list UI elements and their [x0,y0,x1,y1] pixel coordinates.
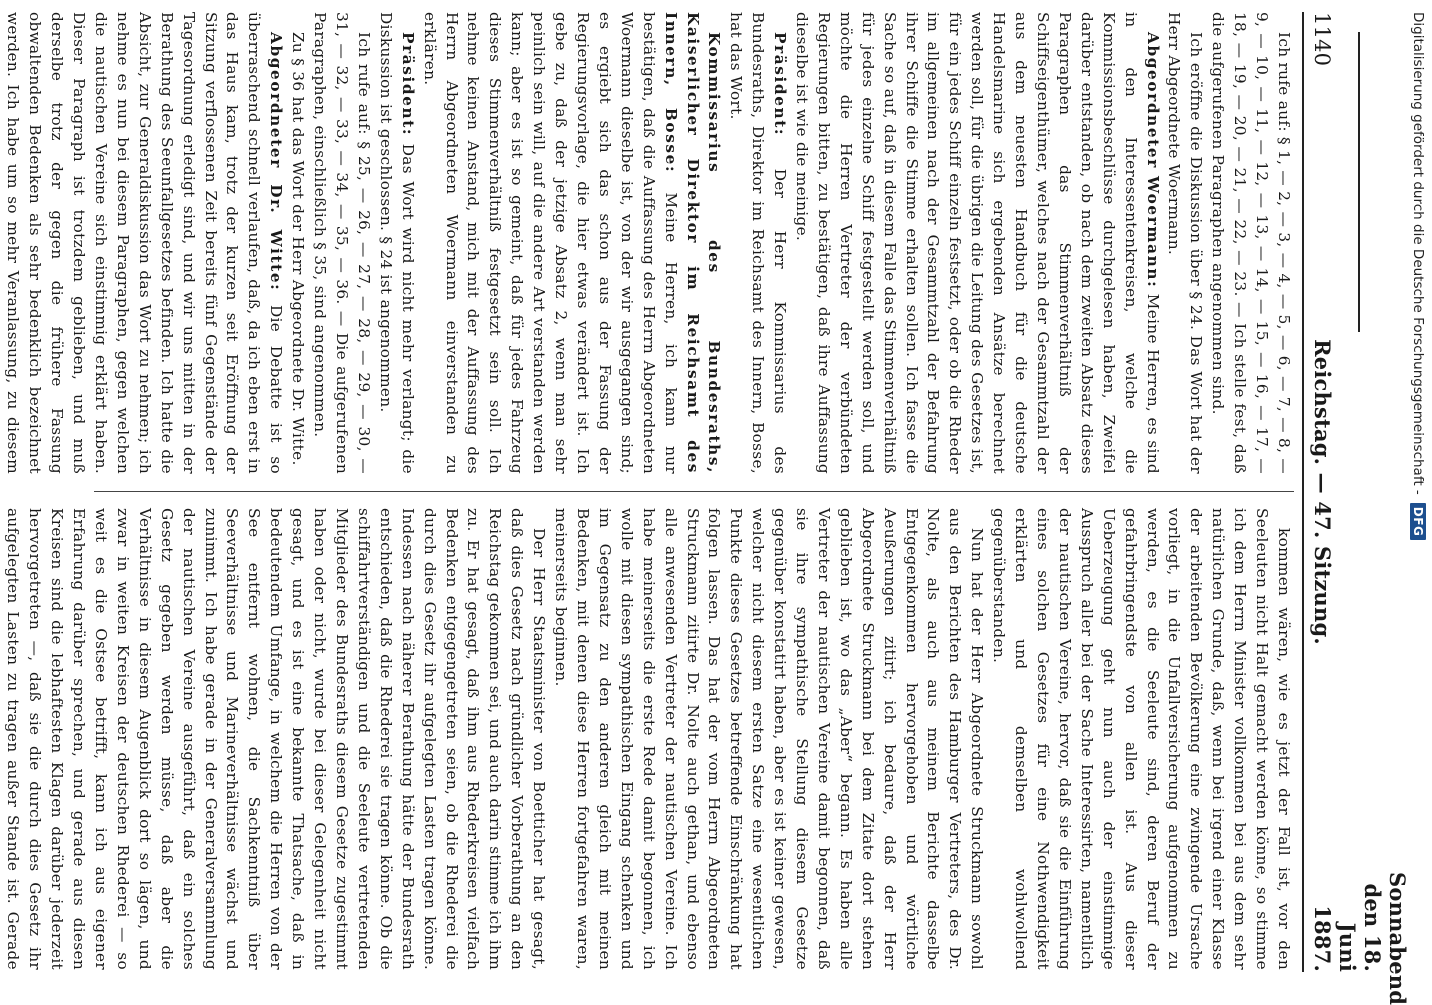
paragraph-text: Die Debatte ist so überraschend schnell verlaufen, daß, da ich eben erst in das Haus kam, trotz der kurzen seit Eröffnung der Sitzung verflossenen Zeit bereits fünf Gegenstände der Tagesordnung erledigt sind, und wir uns mitten in der Berathung des Seeunfallgesetzes befinden. Ich hatte die Absicht, zur Generaldiskussion das Wort zu nehmen; ich nehme es nun bei diesem Paragraphen, gegen welchen die nautischen Vereine sich einstimmig erklärt haben. Dieser Paragraph ist trotzdem geblieben, und muß derselbe trotz der gegen die frühere Fassung obwaltenden Bedenken als sehr bedenklich bezeichnet werden. Ich habe um so mehr Veranlassung, zu diesem [4,12,286,475]
right-column [4,508,1294,970]
paragraph-text: Ich eröffne die Diskussion über § 24. Das Wort hat der Herr Abgeordnete Woermann. [1165,12,1206,474]
left-column [4,12,1294,475]
paragraph-text: Ich rufe auf: § 1, — 2, — 3, — 4, — 5, — 6, — 7, — 8, — 9, — 10, — 11, — 12, — 13, — 14, — 15, — 16, — 17, — 18, — 19, — 20, — 21, — 22, — 23. — Ich stelle fest, daß die aufgerufenen Paragraphen angenommen sind. [1209,12,1293,474]
paragraph [549,508,987,970]
page-header [1310,12,1410,1005]
speaker-name: Abgeordneter Woermann: [1143,32,1162,289]
session-date: Sonnabend den 18. Juni 1887. [1310,872,1410,1005]
page-number: 1140 [1310,12,1334,67]
paragraph [1163,12,1207,474]
dfg-credit-text: Digitalisierung gefördert durch die Deutsche Forschungsgemeinschaft - [1410,12,1426,495]
paragraph-text: Zu § 36 hat das Wort der Herr Abgeordnete Dr. Witte. [289,32,308,466]
speaker-name: Abgeordneter Dr. Witte: [267,32,286,292]
paragraph-text: Der Herr Kommissarius des Bundesraths, Direktor im Reichsamt des Innern, Bosse, hat das Wort. [727,12,790,474]
dfg-logo: DFG [1410,503,1426,541]
paragraph-text: Meine Herren, ich kann nur bestätigen, daß die Auffassung des Herrn Abgeordneten Woermann dieselbe ist, von der wir ausgegangen sind; es ergiebt sich das schon aus der Fassung der Regierungsvorlage, die hier etwas verändert ist. Ich gebe zu, daß der jetzige Absatz 2, wenn man sehr peinlich sein will, auf die andere Art verstanden werden kann; aber es ist so gemeint, daß für jedes Fahrzeug dieses Stimmenverhältniß festgesetzt sein soll. Ich nehme keinen Anstand, mich mit der Auffassung des Herrn Abgeordneten Woermann einverstanden zu erklären. [420,12,680,474]
paragraph-text: Nun hat der Herr Abgeordnete Struckmann sowohl aus den Berichten des Hamburger Vertreters, des Dr. Nolte, als auch aus meinem Berichte dasselbe Entgegenkommen hervorgehoben und wörtliche Aeußerungen zitirt; ich bedaure, daß der Herr Abgeordnete Struckmann bei dem Zitate dort stehen geblieben ist, wo das „Aber“ begann. Es haben alle Vertreter der nautischen Vereine damit begonnen, daß sie ihre sympathische Stellung diesem Gesetze gegenüber konstatirt haben, aber es ist keiner gewesen, welcher nicht diesem ersten Satze eine wesentlichen Punkte dieses Gesetzes betreffende Einschränkung hat folgen lassen. Das hat der vom Herrn Abgeordneten Struckmann zitirte Dr. Nolte auch gethan, und ebenso alle anwesenden Vertreter der nautischen Vereine. Ich habe meinerseits die erste Rede damit begonnen, ich wolle mit diesen sympathischen Eingang schenken und im Gegensatz zu den anderen gleich mit meinen Bedenken, mit denen diese Herren fortgefahren waren, meinerseits beginnen. [552,508,987,970]
paragraph-text: Meine Herren, es sind in den Interessentenkreisen, welche die Kommissionsbeschlüsse durchgelesen haben, Zweifel darüber entstanden, ob nach dem zweiten Absatz dieses Paragraphen das Stimmenverhältniß der Schiffseigenthümer, welches nach der Gesammtzahl der aus dem neuesten Handbuch für die deutsche Handelsmarine sich ergebenden Ansätze berechnet werden soll, für die übrigen die Leitung des Gesetzes ist, für ein jedes Schiff einzeln festsetzt, oder ob die Rheder im allgemeinen nach der Gesammtzahl der Befahrung ihrer Schiffe die Stimme erhalten sollen. Ich fasse die Sache so auf, daß in diesem Falle das Stimmenverhältniß für jedes einzelne Schiff festgestellt werden soll, und möchte die Herren Vertreter der verbündeten Regierungen bitten, zu bestätigen, daß ihre Auffassung dieselbe ist wie die meinige. [793,12,1162,474]
paragraph [790,12,1162,474]
paragraph-text: Das Wort wird nicht mehr verlangt; die Diskussion ist geschlossen. § 24 ist angenommen. [376,12,417,474]
paragraph [1206,12,1294,474]
rotated-page [4,12,1410,1005]
paragraph-text: Ich rufe auf: § 25, — 26, — 27, — 28, — 29, — 30, — 31, — 32, — 33, — 34, — 35, — 36. — Die aufgerufenen Paragraphen, einschließlich § 35, sind angenommen. [311,12,373,474]
dfg-credit-strip [1408,12,1432,988]
session-title: Reichstag. — 47. Sitzung. [1310,339,1335,645]
paragraph [987,508,1294,970]
paragraph [724,12,790,474]
paragraph [308,12,374,474]
speaker-name: Präsident: [771,32,790,137]
column-divider [94,491,1294,492]
paragraph [0,12,286,474]
paragraph [374,12,418,474]
speaker-name: Kommissarius des Bundesraths, Kaiserlicher Direktor im Reichsamt des Innern, Bosse: [661,12,724,474]
paragraph [286,12,308,474]
paragraph [418,12,725,474]
speaker-name: Präsident: [398,32,417,137]
paragraph-text: Der Herr Staatsminister von Boetticher hat gesagt, daß dies Gesetz nach gründlicher Vorberathung an den Reichstag gekommen sei, und auch darin stimme ich ihm zu. Er hat gesagt, daß ihm aus Rhederkreisen vielfach Bedenken entgegengetreten seien, ob die Rhederei die durch dies Gesetz ihr aufgelegten Lasten tragen könne. Indessen nach näherer Berathung hätte der Bundesrath entschieden, daß die Rhederei sie tragen könne. Ob die schiffahrtverständigen und die Seeleute vertretenden Mitglieder des Bundesraths diesem Gesetze zugestimmt haben oder nicht, wurde bei dieser Gelegenheit nicht gesagt, und es ist eine bekannte Thatsache, daß in bedeutendem Umfange, in welchem die Herren von der See entfernt wohnen, die Sachkenntniß über Seeverhältnisse und Marineverhältnisse wächst und zunimmt. Ich habe gerade in der Generalversammlung der nautischen Vereine ausgeführt, daß ein solches Gesetz gegeben werden müsse, daß aber die Verhältnisse in diesem Augenblick dort so lägen, und zwar in weiten Kreisen der deutschen Rhederei — so weit es die Ostsee betrifft, kann ich aus eigener Erfahrung darüber sprechen, und gerade aus diesen Kreisen sind die lebhaftesten Klagen darüber jederzeit hervorgetreten —, daß sie die durch dies Gesetz ihr aufgelegten Lasten zu tragen außer Stande ist. Gerade [4,508,549,970]
paragraph-text: kommen wären, wie es jetzt der Fall ist, vor den Seeleuten nicht Halt gemacht werden könne, so stimme ich dem Herrn Minister vollkommen bei aus dem sehr natürlichen Grunde, daß, wenn bei irgend einer Klasse der arbeitenden Bevölkerung eine zwingende Ursache vorliegt, in die Unfallversicherung aufgenommen zu werden, es die Seeleute sind, deren Beruf der gefahrbringendste von allen ist. Aus dieser Ueberzeugung geht nun auch der einstimmige Ausspruch aller bei der Sache Interessirten, namentlich der nautischen Vereine, hervor, daß sie die Einführung eines solchen Gesetzes für eine Nothwendigkeit erklärten und demselben wohlwollend gegenüberstanden. [990,508,1293,970]
paragraph [0,508,549,970]
header-rule [1302,12,1304,972]
